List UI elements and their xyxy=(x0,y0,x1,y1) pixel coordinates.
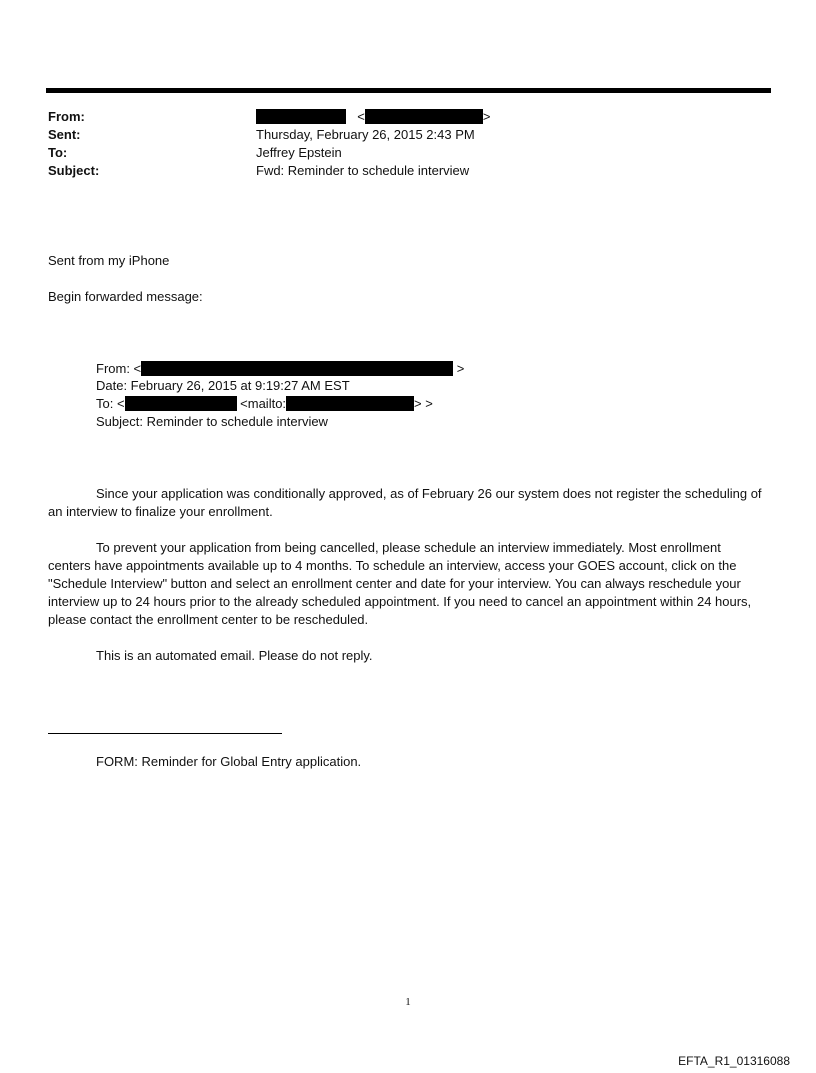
message-paragraph-2: To prevent your application from being cancelled, please schedule an interview immediately. Most enrollment centers have appointments available up to 4 months. To schedule an interview, access your GOES account, click on the "Schedule Interview" button and select an enrollment center and date for your interview. You can always reschedule your interview up to 24 hours prior to the already scheduled appointment. If you need to cancel an appointment within 24 hours, please contact the enrollment center to be rescheduled. xyxy=(48,540,752,627)
to-label: To: xyxy=(48,145,68,160)
fwd-date-line: Date: February 26, 2015 at 9:19:27 AM EST xyxy=(96,378,350,393)
redacted-block xyxy=(125,396,237,411)
header-divider xyxy=(46,88,771,93)
message-paragraph-3: This is an automated email. Please do not reply. xyxy=(96,648,373,663)
sent-label: Sent: xyxy=(48,127,81,142)
footnote-divider xyxy=(48,733,282,734)
to-value: Jeffrey Epstein xyxy=(256,145,342,160)
subject-value: Fwd: Reminder to schedule interview xyxy=(256,163,470,178)
redacted-block xyxy=(365,109,483,124)
sent-value: Thursday, February 26, 2015 2:43 PM xyxy=(256,127,475,142)
fwd-subject-line: Subject: Reminder to schedule interview xyxy=(96,414,328,429)
from-angle-close: > xyxy=(482,109,491,124)
fwd-from-line xyxy=(96,360,464,378)
fwd-to-line xyxy=(96,395,433,413)
redacted-block xyxy=(141,361,453,376)
form-line: FORM: Reminder for Global Entry application. xyxy=(96,754,362,769)
fwd-from-suffix: > xyxy=(453,361,465,376)
fwd-to-suffix: > > xyxy=(414,396,433,411)
subject-label: Subject: xyxy=(48,163,100,178)
redacted-block xyxy=(256,109,346,124)
fwd-to-mailto: <mailto: xyxy=(236,396,287,411)
from-label: From: xyxy=(48,109,85,124)
message-paragraph-1: Since your application was conditionally approved, as of February 26 our system does not register the scheduling of an interview to finalize your enrollment. xyxy=(48,486,762,519)
bates-number: EFTA_R1_01316088 xyxy=(678,1054,790,1068)
page-number: 1 xyxy=(405,996,411,1008)
fwd-to-prefix: To: < xyxy=(96,396,125,411)
from-value xyxy=(256,108,490,126)
fwd-from-prefix: From: < xyxy=(96,361,142,376)
sent-from-line: Sent from my iPhone xyxy=(48,253,170,268)
begin-forwarded-line: Begin forwarded message: xyxy=(48,289,203,304)
from-angle-open: < xyxy=(357,109,365,124)
redacted-block xyxy=(286,396,414,411)
